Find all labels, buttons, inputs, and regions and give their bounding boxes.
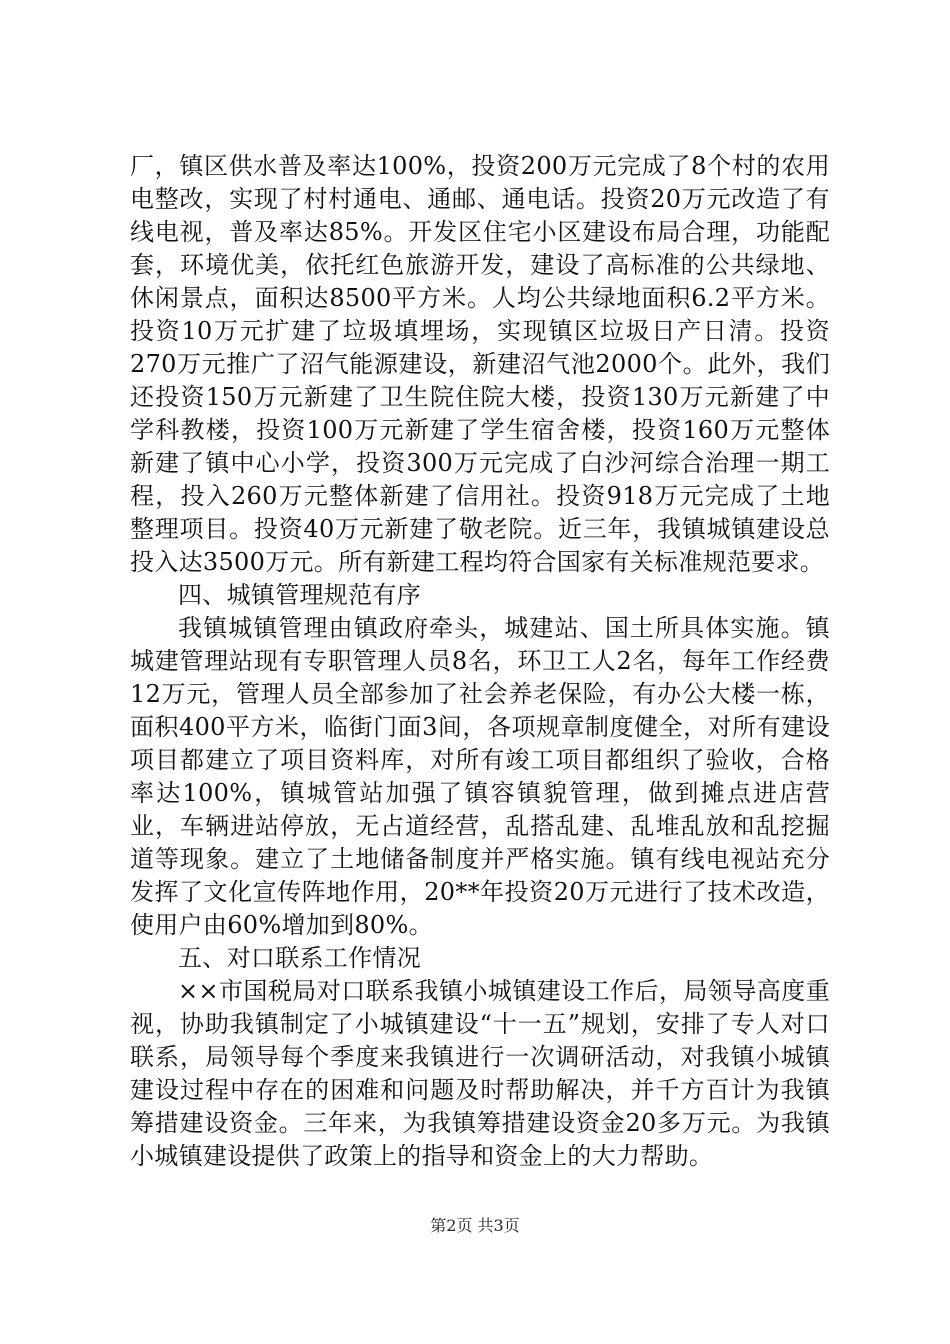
document-body bbox=[130, 150, 830, 1173]
section-heading-4: 四、城镇管理规范有序 bbox=[178, 581, 421, 609]
paragraph-liaison-work: ××市国税局对口联系我镇小城镇建设工作后，局领导高度重视，协助我镇制定了小城镇建设“十一五”规划，安排了专人对口联系，局领导每个季度来我镇进行一次调研活动，对我镇小城镇建设过程中存在的困难和问题及时帮助解决，并千方百计为我镇筹措建设资金。三年来，为我镇筹措建设资金20多万元。为我镇小城镇建设提供了政策上的指导和资金上的大力帮助。 bbox=[130, 977, 830, 1170]
paragraph-town-management: 我镇城镇管理由镇政府牵头，城建站、国土所具体实施。镇城建管理站现有专职管理人员8名，环卫工人2名，每年工作经费12万元，管理人员全部参加了社会养老保险，有办公大楼一栋，面积400平方米，临街门面3间，各项规章制度健全，对所有建设项目都建立了项目资料库，对所有竣工项目都组织了验收，合格率达100%，镇城管站加强了镇容镇貌管理，做到摊点进店营业，车辆进站停放，无占道经营，乱搭乱建、乱堆乱放和乱挖掘道等现象。建立了土地储备制度并严格实施。镇有线电视站充分发挥了文化宣传阵地作用，20**年投资20万元进行了技术改造，使用户由60%增加到80%。 bbox=[130, 614, 830, 939]
page-footer: 第2页 共3页 bbox=[430, 1216, 520, 1235]
section-heading-5: 五、对口联系工作情况 bbox=[178, 944, 421, 972]
paragraph-continuation: 厂，镇区供水普及率达100%，投资200万元完成了8个村的农用电整改，实现了村村通电、通邮、通电话。投资20万元改造了有线电视，普及率达85%。开发区住宅小区建设布局合理，功能配套，环境优美，依托红色旅游开发，建设了高标准的公共绿地、休闲景点，面积达8500平方米。人均公共绿地面积6.2平方米。投资10万元扩建了垃圾填埋场，实现镇区垃圾日产日清。投资270万元推广了沼气能源建设，新建沼气池2000个。此外，我们还投资150万元新建了卫生院住院大楼，投资130万元新建了中学科教楼，投资100万元新建了学生宿舍楼，投资160万元整体新建了镇中心小学，投资300万元完成了白沙河综合治理一期工程，投入260万元整体新建了信用社。投资918万元完成了土地整理项目。投资40万元新建了敬老院。近三年，我镇城镇建设总投入达3500万元。所有新建工程均符合国家有关标准规范要求。 bbox=[130, 152, 830, 576]
